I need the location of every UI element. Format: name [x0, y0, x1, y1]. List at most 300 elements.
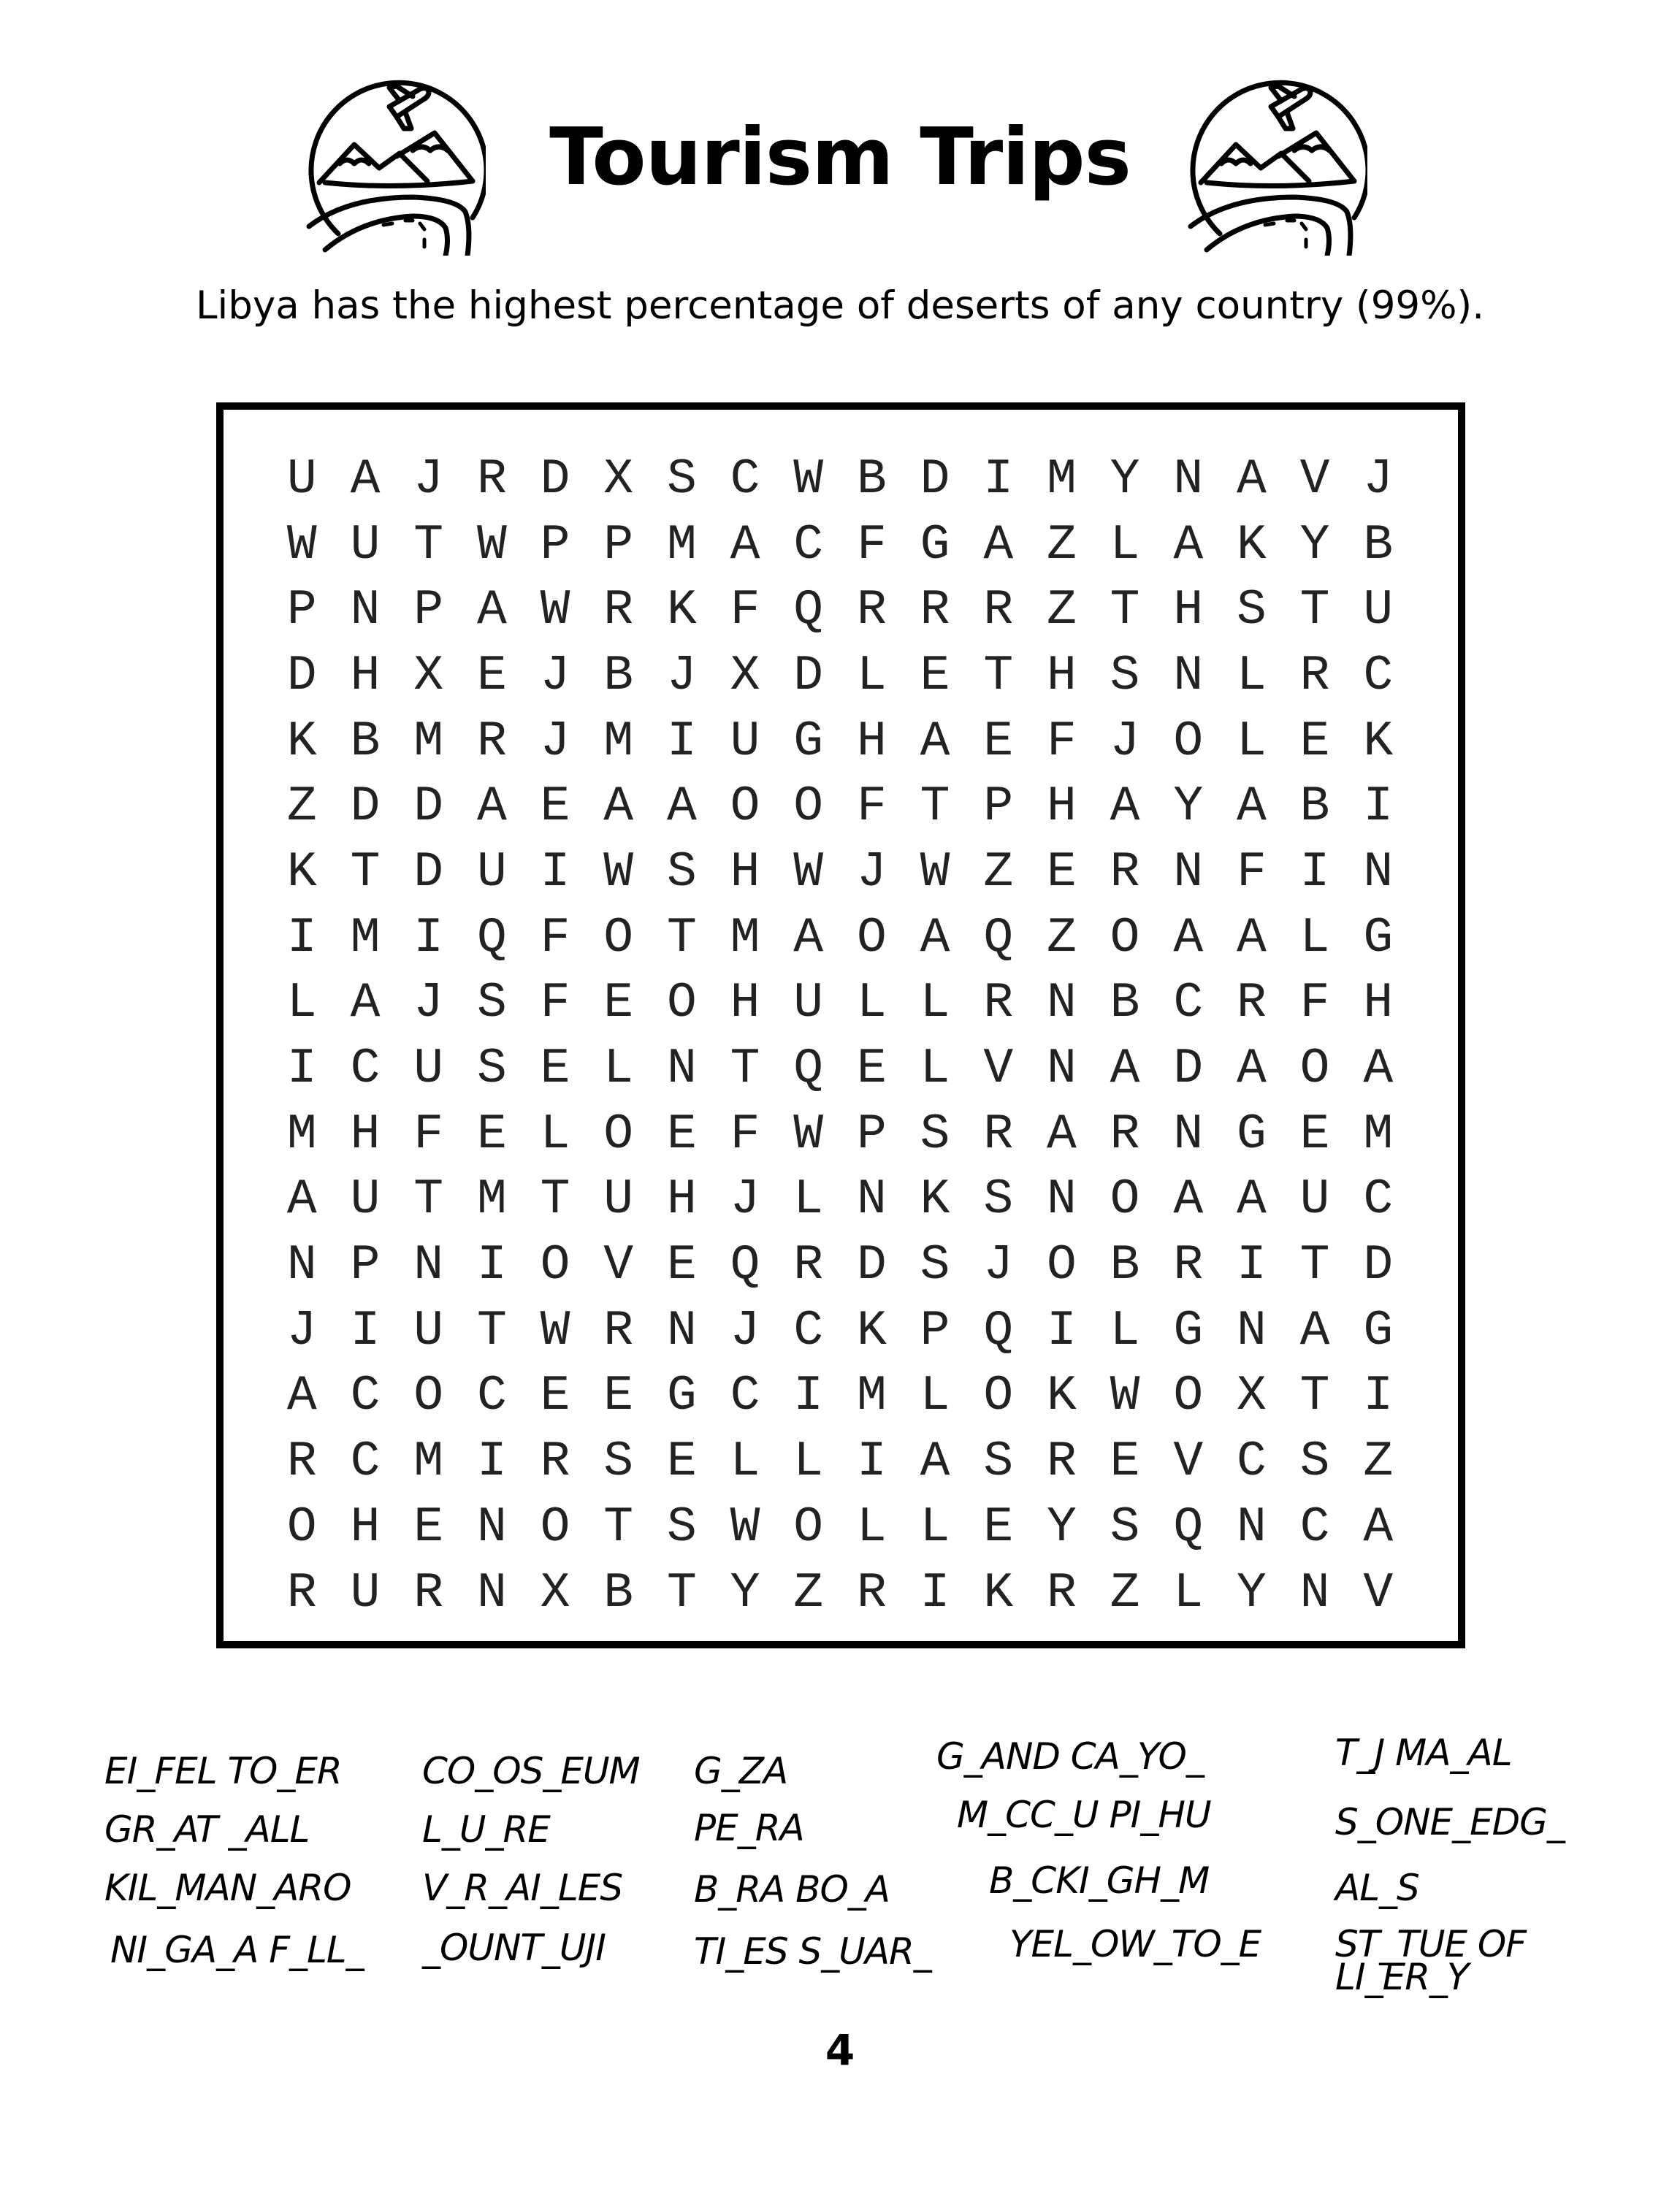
grid-letter: O: [793, 1499, 824, 1556]
grid-letter: K: [1046, 1368, 1077, 1425]
grid-letter: S: [920, 1237, 950, 1294]
grid-letter: J: [856, 844, 887, 901]
grid-row: [270, 1364, 1410, 1430]
grid-letter: K: [286, 844, 317, 901]
grid-letter: O: [856, 909, 887, 966]
grid-letter: A: [603, 779, 634, 836]
grid-letter: O: [1110, 909, 1140, 966]
grid-letter: B: [603, 647, 634, 704]
grid-letter: O: [1046, 1237, 1077, 1294]
grid-letter: H: [730, 844, 760, 901]
grid-letter: E: [983, 1499, 1014, 1556]
grid-letter: A: [920, 1434, 950, 1491]
grid-letter: K: [920, 1171, 950, 1228]
grid-letter: N: [286, 1237, 317, 1294]
grid-letter: R: [1173, 1237, 1204, 1294]
grid-letter: N: [1299, 1564, 1330, 1621]
grid-letter: N: [1173, 647, 1204, 704]
grid-letter: G: [1363, 1302, 1394, 1359]
grid-letter: T: [983, 647, 1014, 704]
grid-letter: N: [1046, 1171, 1077, 1228]
grid-letter: P: [413, 582, 444, 639]
grid-letter: C: [730, 451, 760, 508]
grid-letter: I: [286, 1041, 317, 1098]
grid-letter: O: [1299, 1041, 1330, 1098]
grid-letter: M: [856, 1368, 887, 1425]
grid-letter: X: [603, 451, 634, 508]
grid-letter: L: [920, 1499, 950, 1556]
grid-row: [270, 774, 1410, 840]
grid-letter: Y: [730, 1564, 760, 1621]
grid-letter: N: [1046, 1041, 1077, 1098]
grid-letter: W: [920, 844, 950, 901]
grid-letter: T: [1110, 582, 1140, 639]
grid-letter: H: [350, 647, 381, 704]
grid-letter: O: [1110, 1171, 1140, 1228]
grid-letter: R: [983, 975, 1014, 1032]
word-list-item: KIL_MAN_ARO: [104, 1867, 351, 1909]
grid-letter: F: [413, 1106, 444, 1163]
grid-letter: U: [730, 713, 760, 770]
grid-letter: O: [1173, 1368, 1204, 1425]
grid-letter: N: [476, 1499, 507, 1556]
grid-letter: R: [920, 582, 950, 639]
grid-letter: E: [603, 975, 634, 1032]
grid-letter: L: [920, 1368, 950, 1425]
grid-letter: X: [730, 647, 760, 704]
word-list-item: NI_GA_A F_LL_: [110, 1929, 364, 1971]
grid-letter: S: [1110, 647, 1140, 704]
grid-letter: I: [476, 1237, 507, 1294]
grid-letter: S: [920, 1106, 950, 1163]
grid-letter: R: [603, 1302, 634, 1359]
grid-letter: E: [666, 1106, 697, 1163]
grid-letter: U: [793, 975, 824, 1032]
grid-letter: H: [350, 1106, 381, 1163]
grid-letter: A: [920, 909, 950, 966]
grid-letter: J: [1363, 451, 1394, 508]
grid-row: [270, 906, 1410, 971]
grid-letter: T: [413, 1171, 444, 1228]
grid-letter: U: [413, 1041, 444, 1098]
grid-letter: N: [413, 1237, 444, 1294]
grid-row: [270, 1429, 1410, 1495]
grid-letter: G: [1173, 1302, 1204, 1359]
grid-letter: C: [350, 1368, 381, 1425]
grid-letter: H: [1363, 975, 1394, 1032]
grid-letter: B: [350, 713, 381, 770]
grid-letter: G: [666, 1368, 697, 1425]
grid-letter: A: [920, 713, 950, 770]
grid-letter: E: [1299, 1106, 1330, 1163]
grid-letter: S: [983, 1434, 1014, 1491]
grid-row: [270, 971, 1410, 1037]
grid-letter: K: [666, 582, 697, 639]
grid-letter: A: [730, 516, 760, 573]
grid-letter: P: [540, 516, 570, 573]
grid-letter: Q: [793, 1041, 824, 1098]
grid-letter: D: [1363, 1237, 1394, 1294]
grid-letter: U: [350, 516, 381, 573]
grid-letter: I: [920, 1564, 950, 1621]
grid-letter: E: [413, 1499, 444, 1556]
grid-letter: M: [476, 1171, 507, 1228]
grid-letter: H: [350, 1499, 381, 1556]
page-title: Tourism Trips: [549, 112, 1131, 203]
grid-letter: U: [603, 1171, 634, 1228]
grid-letter: M: [286, 1106, 317, 1163]
grid-letter: Y: [1046, 1499, 1077, 1556]
grid-letter: Z: [793, 1564, 824, 1621]
grid-letter: F: [730, 582, 760, 639]
grid-letter: A: [666, 779, 697, 836]
grid-row: [270, 1036, 1410, 1102]
grid-letter: I: [1237, 1237, 1267, 1294]
grid-letter: J: [666, 647, 697, 704]
grid-letter: R: [1110, 844, 1140, 901]
grid-letter: N: [856, 1171, 887, 1228]
grid-letter: I: [476, 1434, 507, 1491]
grid-letter: N: [666, 1041, 697, 1098]
word-list-item: YEL_OW_TO_E: [1009, 1923, 1261, 1965]
grid-letter: Z: [983, 844, 1014, 901]
grid-letter: H: [666, 1171, 697, 1228]
grid-letter: W: [730, 1499, 760, 1556]
grid-letter: W: [793, 844, 824, 901]
grid-row: [270, 578, 1410, 643]
grid-letter: N: [350, 582, 381, 639]
grid-letter: Q: [730, 1237, 760, 1294]
grid-letter: L: [793, 1434, 824, 1491]
grid-letter: A: [1173, 1171, 1204, 1228]
grid-letter: U: [476, 844, 507, 901]
grid-letter: M: [413, 1434, 444, 1491]
grid-letter: X: [413, 647, 444, 704]
grid-letter: X: [1237, 1368, 1267, 1425]
grid-row: [270, 643, 1410, 709]
grid-letter: X: [540, 1564, 570, 1621]
grid-letter: O: [540, 1499, 570, 1556]
grid-letter: F: [856, 516, 887, 573]
grid-letter: R: [286, 1434, 317, 1491]
grid-letter: C: [1363, 647, 1394, 704]
grid-letter: Z: [1046, 909, 1077, 966]
grid-letter: A: [1237, 451, 1267, 508]
grid-letter: H: [1046, 647, 1077, 704]
grid-row: [270, 447, 1410, 513]
grid-letter: N: [1173, 451, 1204, 508]
grid-letter: B: [1363, 516, 1394, 573]
grid-letter: I: [540, 844, 570, 901]
grid-letter: R: [856, 582, 887, 639]
grid-letter: I: [666, 713, 697, 770]
grid-letter: A: [1363, 1499, 1394, 1556]
grid-letter: R: [1237, 975, 1267, 1032]
grid-letter: Y: [1110, 451, 1140, 508]
grid-letter: A: [1237, 1041, 1267, 1098]
travel-landscape-icon: [1185, 73, 1367, 256]
grid-letter: A: [476, 582, 507, 639]
grid-letter: F: [540, 975, 570, 1032]
grid-letter: F: [1046, 713, 1077, 770]
grid-letter: O: [666, 975, 697, 1032]
grid-letter: G: [1363, 909, 1394, 966]
grid-letter: I: [1363, 779, 1394, 836]
grid-letter: S: [476, 1041, 507, 1098]
grid-letter: W: [603, 844, 634, 901]
grid-letter: Y: [1299, 516, 1330, 573]
grid-letter: V: [1173, 1434, 1204, 1491]
grid-letter: C: [1363, 1171, 1394, 1228]
grid-letter: A: [793, 909, 824, 966]
grid-letter: L: [1299, 909, 1330, 966]
grid-letter: R: [476, 713, 507, 770]
grid-letter: U: [350, 1171, 381, 1228]
grid-letter: S: [983, 1171, 1014, 1228]
word-list-item: GR_AT _ALL: [104, 1808, 310, 1851]
grid-letter: N: [1173, 844, 1204, 901]
grid-letter: K: [286, 713, 317, 770]
grid-letter: R: [1046, 1564, 1077, 1621]
grid-letter: C: [793, 1302, 824, 1359]
grid-letter: Z: [1363, 1434, 1394, 1491]
travel-landscape-icon: [303, 73, 486, 256]
grid-letter: W: [476, 516, 507, 573]
grid-letter: A: [1110, 1041, 1140, 1098]
grid-letter: S: [666, 844, 697, 901]
grid-letter: I: [1046, 1302, 1077, 1359]
grid-letter: Q: [1173, 1499, 1204, 1556]
grid-letter: L: [1110, 1302, 1140, 1359]
grid-letter: A: [1363, 1041, 1394, 1098]
word-list-item: ST_TUE OF LI_ER_Y: [1335, 1923, 1527, 1998]
word-list-item: CO_OS_EUM: [422, 1750, 640, 1792]
grid-letter: W: [540, 582, 570, 639]
grid-letter: N: [1173, 1106, 1204, 1163]
grid-letter: D: [540, 451, 570, 508]
grid-letter: A: [1299, 1302, 1330, 1359]
grid-letter: R: [603, 582, 634, 639]
grid-letter: M: [350, 909, 381, 966]
grid-letter: U: [1363, 582, 1394, 639]
grid-letter: M: [413, 713, 444, 770]
grid-letter: Y: [1173, 779, 1204, 836]
grid-letter: I: [856, 1434, 887, 1491]
grid-letter: E: [666, 1434, 697, 1491]
grid-letter: R: [983, 1106, 1014, 1163]
letter-grid: [270, 447, 1410, 1626]
grid-letter: T: [350, 844, 381, 901]
grid-row: [270, 1495, 1410, 1561]
grid-letter: H: [856, 713, 887, 770]
grid-letter: Z: [1110, 1564, 1140, 1621]
grid-letter: A: [286, 1171, 317, 1228]
grid-letter: W: [793, 1106, 824, 1163]
grid-letter: L: [920, 975, 950, 1032]
grid-letter: E: [983, 713, 1014, 770]
grid-row: [270, 1102, 1410, 1168]
grid-letter: H: [730, 975, 760, 1032]
grid-letter: N: [476, 1564, 507, 1621]
grid-letter: A: [350, 451, 381, 508]
grid-letter: T: [730, 1041, 760, 1098]
grid-row: [270, 1299, 1410, 1364]
grid-letter: V: [1363, 1564, 1394, 1621]
grid-letter: K: [856, 1302, 887, 1359]
grid-letter: F: [1237, 844, 1267, 901]
grid-letter: L: [1173, 1564, 1204, 1621]
grid-letter: E: [1110, 1434, 1140, 1491]
grid-letter: N: [1237, 1302, 1267, 1359]
grid-letter: A: [1110, 779, 1140, 836]
word-list-item: _OUNT_UJI: [422, 1927, 606, 1969]
grid-letter: E: [540, 1368, 570, 1425]
grid-letter: R: [1110, 1106, 1140, 1163]
grid-letter: N: [1046, 975, 1077, 1032]
word-list-item: M_CC_U PI_HU: [957, 1794, 1211, 1836]
grid-letter: I: [1299, 844, 1330, 901]
grid-letter: D: [1173, 1041, 1204, 1098]
grid-letter: G: [920, 516, 950, 573]
grid-letter: Y: [1237, 1564, 1267, 1621]
grid-letter: J: [730, 1302, 760, 1359]
grid-letter: D: [350, 779, 381, 836]
word-list-item: B_CKI_GH_M: [989, 1859, 1210, 1902]
grid-letter: E: [1046, 844, 1077, 901]
grid-letter: Q: [476, 909, 507, 966]
word-list-item: B_RA BO_A: [694, 1868, 890, 1911]
grid-letter: L: [1237, 713, 1267, 770]
grid-letter: S: [666, 1499, 697, 1556]
grid-letter: R: [286, 1564, 317, 1621]
grid-row: [270, 1168, 1410, 1234]
grid-letter: T: [603, 1499, 634, 1556]
grid-letter: S: [476, 975, 507, 1032]
grid-letter: L: [1237, 647, 1267, 704]
grid-letter: T: [413, 516, 444, 573]
grid-letter: I: [1363, 1368, 1394, 1425]
grid-letter: J: [413, 451, 444, 508]
grid-letter: R: [540, 1434, 570, 1491]
grid-letter: M: [666, 516, 697, 573]
grid-letter: T: [1299, 1237, 1330, 1294]
grid-letter: C: [793, 516, 824, 573]
grid-letter: P: [983, 779, 1014, 836]
grid-letter: T: [540, 1171, 570, 1228]
word-list-item: S_ONE_EDG_: [1335, 1801, 1565, 1843]
grid-letter: Z: [286, 779, 317, 836]
grid-letter: G: [1237, 1106, 1267, 1163]
grid-letter: P: [856, 1106, 887, 1163]
grid-letter: P: [350, 1237, 381, 1294]
grid-letter: A: [1046, 1106, 1077, 1163]
grid-letter: B: [1299, 779, 1330, 836]
grid-letter: G: [793, 713, 824, 770]
grid-letter: O: [286, 1499, 317, 1556]
grid-letter: F: [1299, 975, 1330, 1032]
grid-letter: V: [1299, 451, 1330, 508]
grid-letter: V: [983, 1041, 1014, 1098]
grid-letter: J: [540, 647, 570, 704]
grid-row: [270, 1233, 1410, 1299]
grid-row: [270, 513, 1410, 578]
grid-letter: L: [793, 1171, 824, 1228]
grid-letter: R: [793, 1237, 824, 1294]
grid-letter: T: [1299, 1368, 1330, 1425]
grid-letter: T: [666, 909, 697, 966]
grid-letter: I: [413, 909, 444, 966]
grid-letter: D: [793, 647, 824, 704]
grid-letter: L: [856, 975, 887, 1032]
grid-letter: E: [1299, 713, 1330, 770]
grid-letter: H: [1173, 582, 1204, 639]
grid-letter: C: [730, 1368, 760, 1425]
grid-letter: O: [413, 1368, 444, 1425]
grid-letter: E: [666, 1237, 697, 1294]
grid-letter: U: [413, 1302, 444, 1359]
grid-letter: C: [1173, 975, 1204, 1032]
grid-letter: I: [286, 909, 317, 966]
grid-letter: A: [1237, 1171, 1267, 1228]
grid-letter: L: [286, 975, 317, 1032]
grid-letter: A: [1173, 516, 1204, 573]
grid-letter: M: [1363, 1106, 1394, 1163]
grid-letter: A: [350, 975, 381, 1032]
grid-letter: W: [540, 1302, 570, 1359]
grid-letter: E: [476, 647, 507, 704]
grid-letter: L: [603, 1041, 634, 1098]
grid-letter: A: [286, 1368, 317, 1425]
grid-letter: L: [856, 647, 887, 704]
grid-letter: A: [983, 516, 1014, 573]
grid-letter: I: [793, 1368, 824, 1425]
grid-letter: B: [856, 451, 887, 508]
grid-letter: U: [286, 451, 317, 508]
grid-letter: B: [1110, 975, 1140, 1032]
grid-letter: O: [540, 1237, 570, 1294]
grid-letter: D: [413, 779, 444, 836]
grid-letter: R: [1046, 1434, 1077, 1491]
grid-row: [270, 1561, 1410, 1626]
grid-row: [270, 709, 1410, 775]
word-list-item: L_U_RE: [422, 1808, 550, 1851]
grid-letter: O: [793, 779, 824, 836]
grid-letter: J: [1110, 713, 1140, 770]
grid-letter: E: [476, 1106, 507, 1163]
grid-letter: O: [603, 1106, 634, 1163]
page-number: 4: [825, 2025, 855, 2075]
grid-letter: P: [286, 582, 317, 639]
grid-letter: O: [603, 909, 634, 966]
grid-letter: V: [603, 1237, 634, 1294]
grid-letter: J: [413, 975, 444, 1032]
grid-letter: S: [1237, 582, 1267, 639]
word-list-item: TI_ES S_UAR_: [694, 1930, 931, 1973]
grid-letter: B: [1110, 1237, 1140, 1294]
grid-letter: U: [1299, 1171, 1330, 1228]
grid-letter: B: [603, 1564, 634, 1621]
grid-letter: O: [1173, 713, 1204, 770]
grid-letter: U: [350, 1564, 381, 1621]
grid-letter: M: [730, 909, 760, 966]
grid-letter: N: [666, 1302, 697, 1359]
grid-letter: J: [540, 713, 570, 770]
word-list-item: EI_FEL TO_ER: [104, 1750, 342, 1792]
grid-letter: D: [413, 844, 444, 901]
grid-letter: A: [1237, 779, 1267, 836]
grid-letter: D: [856, 1237, 887, 1294]
grid-letter: M: [1046, 451, 1077, 508]
